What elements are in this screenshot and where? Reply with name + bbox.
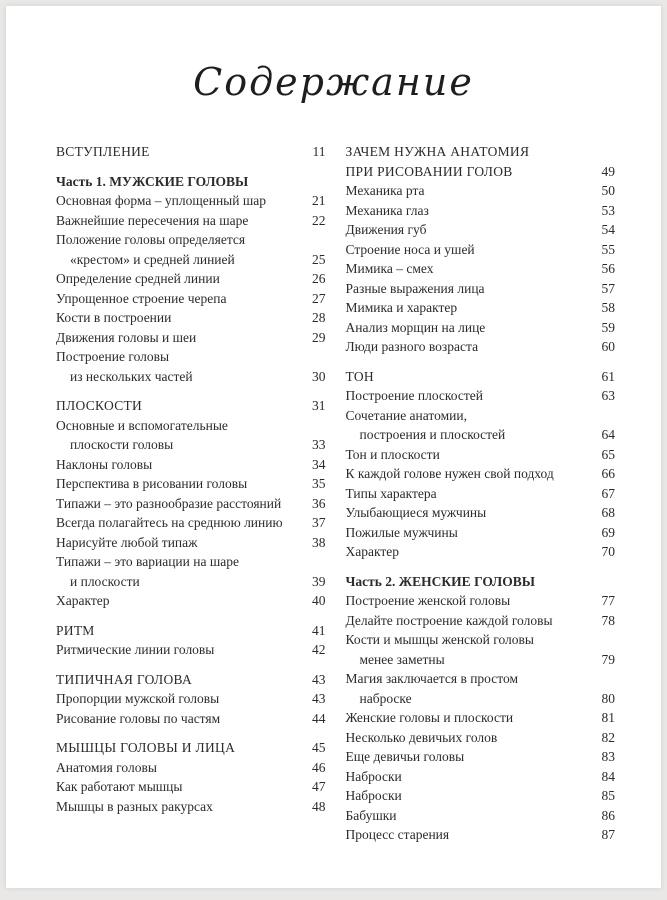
toc-entry-line <box>346 611 616 631</box>
toc-page-number: 39 <box>312 573 326 589</box>
toc-section-entry <box>56 142 326 162</box>
toc-page-number: 63 <box>601 388 615 403</box>
toc-entry <box>346 318 616 338</box>
toc-entry-line <box>346 445 616 465</box>
toc-page-number: 86 <box>601 807 615 823</box>
toc-entry <box>56 709 326 729</box>
toc-page-number: 25 <box>312 251 326 267</box>
toc-entry <box>56 777 326 797</box>
toc-entry-text: Люди разного возраста <box>345 339 479 354</box>
toc-entry <box>346 611 616 631</box>
toc-entry-text: ТИПИЧНАЯ ГОЛОВА <box>56 671 192 687</box>
toc-entry-text: МЫШЦЫ ГОЛОВЫ И ЛИЦА <box>56 740 236 755</box>
toc-entry <box>346 445 616 465</box>
toc-entry <box>56 591 326 611</box>
toc-entry-line <box>346 425 616 445</box>
toc-entry-line <box>56 289 326 309</box>
toc-entry-line <box>56 367 326 387</box>
toc-entry-line <box>346 201 616 221</box>
toc-page-number: 46 <box>312 759 326 775</box>
toc-entry <box>56 269 326 289</box>
toc-entry-text: Мимика и характер <box>345 300 458 315</box>
toc-entry-line <box>56 591 326 611</box>
toc-entry <box>346 220 616 240</box>
toc-page-number: 42 <box>312 642 326 657</box>
toc-entry-text: Пропорции мужской головы <box>56 691 220 706</box>
toc-entry <box>56 797 326 817</box>
toc-page-number: 43 <box>312 691 326 706</box>
toc-section-entry <box>56 621 326 641</box>
toc-entry-line <box>56 328 326 348</box>
toc-page-number: 38 <box>312 534 326 550</box>
toc-entry <box>346 708 616 728</box>
toc-page-number: 57 <box>601 280 615 296</box>
toc-entry-text: Характер <box>345 544 400 559</box>
toc-entry-text: Построение женской головы <box>345 593 511 608</box>
toc-entry-text: Часть 2. ЖЕНСКИЕ ГОЛОВЫ <box>345 573 535 589</box>
toc-page-number: 27 <box>312 290 326 306</box>
toc-entry-line <box>56 474 326 494</box>
toc-columns <box>56 142 615 845</box>
toc-entry <box>56 758 326 778</box>
toc-entry-line <box>56 670 326 690</box>
toc-entry-text: Разные выражения лица <box>345 280 485 296</box>
toc-page-number: 82 <box>601 729 615 745</box>
toc-entry-line <box>56 308 326 328</box>
toc-entry-text: ЗАЧЕМ НУЖНА АНАТОМИЯ <box>345 144 530 159</box>
toc-page-number: 54 <box>601 222 615 237</box>
toc-entry-line <box>56 738 326 758</box>
toc-entry-text: Часть 1. МУЖСКИЕ ГОЛОВЫ <box>56 173 249 189</box>
toc-entry <box>346 786 616 806</box>
toc-page-number: 29 <box>312 329 326 345</box>
toc-page-number: 67 <box>601 485 615 501</box>
toc-entry <box>346 669 616 708</box>
toc-entry <box>346 464 616 484</box>
toc-entry-text: Типажи – это вариации на шаре <box>56 554 239 569</box>
toc-entry <box>346 201 616 221</box>
toc-entry-text: Характер <box>56 593 110 608</box>
toc-entry-text: Типажи – это разнообразие расстояний <box>56 495 282 511</box>
toc-entry-line <box>346 747 616 767</box>
toc-entry-line <box>56 621 326 641</box>
toc-entry-line <box>346 240 616 260</box>
toc-page-number: 78 <box>601 612 615 628</box>
toc-page-number: 21 <box>312 193 326 208</box>
toc-column-right <box>346 142 616 845</box>
toc-entry-line <box>56 572 326 592</box>
toc-section-entry <box>346 142 616 181</box>
toc-entry-line <box>346 298 616 318</box>
toc-entry-text: Еще девичьи головы <box>345 749 465 764</box>
toc-entry-text: Строение носа и ушей <box>345 241 475 257</box>
toc-page-number: 64 <box>601 427 615 442</box>
toc-entry-text: Тон и плоскости <box>345 446 440 462</box>
toc-entry-line <box>56 435 326 455</box>
toc-entry-text: Бабушки <box>345 807 397 823</box>
toc-entry-text: Рисование головы по частям <box>56 710 221 726</box>
toc-entry-text: Ритмические линии головы <box>56 642 215 657</box>
book-page <box>6 6 661 888</box>
toc-page-number: 85 <box>601 788 615 803</box>
toc-entry-line <box>346 142 616 162</box>
toc-entry-line <box>346 786 616 806</box>
toc-entry-line <box>346 523 616 543</box>
toc-entry <box>346 630 616 669</box>
toc-page-number: 47 <box>312 779 326 794</box>
toc-entry-text: Мимика – смех <box>345 261 434 276</box>
toc-page-number: 31 <box>312 398 326 413</box>
toc-page-number: 50 <box>601 183 615 198</box>
toc-part-heading <box>56 172 326 192</box>
toc-entry-line <box>56 797 326 817</box>
toc-entry-line <box>346 572 616 592</box>
toc-entry <box>346 298 616 318</box>
toc-entry-line <box>346 825 616 845</box>
toc-page-number: 68 <box>601 505 615 520</box>
toc-entry-text: Делайте построение каждой головы <box>345 612 553 628</box>
toc-entry <box>56 474 326 494</box>
toc-entry-text: ТОН <box>345 368 374 384</box>
toc-entry-line <box>346 259 616 279</box>
toc-entry <box>346 728 616 748</box>
toc-entry-text: Основные и вспомогательные <box>56 417 228 433</box>
toc-entry-line <box>346 767 616 787</box>
toc-entry-text: ВСТУПЛЕНИЕ <box>56 144 150 159</box>
toc-page-number: 65 <box>601 446 615 462</box>
toc-entry-text: Наклоны головы <box>56 456 153 472</box>
toc-part-heading <box>346 572 616 592</box>
toc-entry-line <box>346 708 616 728</box>
toc-section-entry <box>56 396 326 416</box>
toc-page-number: 37 <box>312 515 326 530</box>
toc-entry <box>346 825 616 845</box>
toc-entry-text: Кости в построении <box>56 310 172 325</box>
toc-entry <box>346 181 616 201</box>
toc-page-number: 66 <box>601 466 615 481</box>
toc-entry-text: ПЛОСКОСТИ <box>56 398 143 413</box>
toc-entry-line <box>56 758 326 778</box>
toc-entry-text: построения и плоскостей <box>359 427 506 442</box>
toc-entry <box>346 259 616 279</box>
toc-entry-line <box>346 337 616 357</box>
toc-page-number: 40 <box>312 593 326 608</box>
toc-page-number: 56 <box>601 261 615 276</box>
toc-page-number: 83 <box>601 749 615 764</box>
toc-entry-text: Кости и мышцы женской головы <box>345 632 534 647</box>
toc-entry <box>56 552 326 591</box>
toc-entry <box>346 542 616 562</box>
toc-entry-line <box>346 503 616 523</box>
toc-entry-text: Типы характера <box>345 485 437 501</box>
toc-entry-line <box>346 689 616 709</box>
toc-entry <box>346 747 616 767</box>
toc-entry-text: наброске <box>359 690 412 706</box>
toc-entry <box>346 406 616 445</box>
toc-entry-line <box>56 211 326 231</box>
toc-entry-line <box>56 513 326 533</box>
toc-entry-line <box>346 220 616 240</box>
toc-entry-line <box>346 728 616 748</box>
toc-entry-line <box>56 494 326 514</box>
toc-entry <box>346 523 616 543</box>
toc-entry <box>346 240 616 260</box>
toc-entry-line <box>346 386 616 406</box>
toc-entry-text: «крестом» и средней линией <box>70 251 235 267</box>
toc-page-number: 61 <box>601 368 615 384</box>
toc-entry <box>56 640 326 660</box>
toc-entry-line <box>56 269 326 289</box>
toc-entry-text: Положение головы определяется <box>56 232 246 247</box>
toc-entry-line <box>346 318 616 338</box>
toc-entry-line <box>346 181 616 201</box>
toc-entry-text: Упрощенное строение черепа <box>56 290 227 306</box>
toc-page-number: 30 <box>312 368 326 384</box>
toc-section-entry <box>346 367 616 387</box>
toc-entry <box>346 484 616 504</box>
toc-entry <box>346 503 616 523</box>
toc-entry <box>346 279 616 299</box>
toc-entry-text: Улыбающиеся мужчины <box>345 505 487 520</box>
toc-page-number: 26 <box>312 271 326 286</box>
toc-page-number: 55 <box>601 241 615 257</box>
toc-entry <box>56 513 326 533</box>
toc-page-number: 87 <box>601 827 615 842</box>
toc-entry-text: Наброски <box>345 788 402 803</box>
toc-entry-text: Наброски <box>345 768 402 784</box>
toc-entry-text: Нарисуйте любой типаж <box>56 534 198 550</box>
toc-entry-text: Пожилые мужчины <box>345 524 458 540</box>
toc-page-number: 41 <box>312 622 326 638</box>
toc-entry-text: Перспектива в рисовании головы <box>56 476 248 491</box>
toc-entry-text: Сочетание анатомии, <box>345 407 467 423</box>
toc-entry-line <box>346 279 616 299</box>
toc-entry-line <box>56 172 326 192</box>
toc-page-number: 60 <box>601 339 615 354</box>
page-title: Содержание <box>193 60 474 104</box>
toc-page-number: 44 <box>312 710 326 726</box>
toc-page-number: 35 <box>312 476 326 491</box>
toc-section-entry <box>56 670 326 690</box>
toc-entry-text: Процесс старения <box>345 827 450 842</box>
toc-entry-line <box>346 367 616 387</box>
toc-page-number: 53 <box>601 202 615 218</box>
toc-entry <box>56 416 326 455</box>
toc-entry-text: Анализ морщин на лице <box>345 319 486 335</box>
toc-page-number: 81 <box>601 710 615 725</box>
toc-entry-line <box>56 230 326 250</box>
toc-entry-line <box>56 709 326 729</box>
toc-entry-line <box>346 630 616 650</box>
toc-entry-text: Определение средней линии <box>56 271 220 286</box>
toc-page-number: 11 <box>312 144 326 159</box>
toc-entry-text: Мышцы в разных ракурсах <box>56 798 213 814</box>
toc-entry-text: Всегда полагайтесь на среднюю линию <box>56 515 283 530</box>
toc-entry <box>56 308 326 328</box>
toc-entry-line <box>56 142 326 162</box>
toc-page-number: 43 <box>312 671 326 687</box>
toc-page-number: 36 <box>312 495 326 511</box>
toc-page-number: 70 <box>601 544 615 559</box>
toc-entry-line <box>56 777 326 797</box>
toc-entry-text: Несколько девичьих голов <box>345 729 498 745</box>
toc-entry-line <box>56 689 326 709</box>
toc-entry-text: из нескольких частей <box>70 368 193 384</box>
toc-entry <box>56 191 326 211</box>
toc-page-number: 28 <box>312 310 326 325</box>
toc-page-number: 59 <box>601 319 615 335</box>
toc-entry-line <box>346 162 616 182</box>
toc-entry-line <box>56 416 326 436</box>
toc-entry <box>346 767 616 787</box>
toc-entry-line <box>56 533 326 553</box>
toc-page-number: 77 <box>601 593 615 608</box>
toc-entry <box>346 337 616 357</box>
toc-entry-text: Движения губ <box>345 222 427 237</box>
toc-entry-text: Анатомия головы <box>56 759 157 775</box>
toc-entry <box>56 533 326 553</box>
toc-entry-text: Важнейшие пересечения на шаре <box>56 212 249 228</box>
toc-entry-text: Построение головы <box>56 349 170 364</box>
toc-entry-text: Построение плоскостей <box>345 388 483 403</box>
toc-entry <box>56 211 326 231</box>
toc-entry <box>346 386 616 406</box>
toc-page-number: 34 <box>312 456 326 472</box>
toc-entry-line <box>346 591 616 611</box>
toc-page-number: 49 <box>601 163 615 179</box>
toc-page-number: 45 <box>312 740 326 755</box>
toc-page-number: 48 <box>312 798 326 814</box>
toc-entry-line <box>346 669 616 689</box>
toc-page-number: 33 <box>312 437 326 452</box>
toc-page-number: 69 <box>601 524 615 540</box>
toc-entry-text: РИТМ <box>56 622 95 638</box>
toc-entry-text: Механика глаз <box>345 202 429 218</box>
toc-entry <box>346 591 616 611</box>
toc-entry-line <box>56 455 326 475</box>
toc-entry <box>346 806 616 826</box>
toc-entry-line <box>346 484 616 504</box>
toc-entry-line <box>56 640 326 660</box>
toc-entry-text: Как работают мышцы <box>56 779 183 794</box>
toc-page-number: 79 <box>601 651 615 667</box>
toc-entry-text: К каждой голове нужен свой подход <box>345 466 554 481</box>
toc-entry-text: Женские головы и плоскости <box>345 710 514 725</box>
toc-entry-text: Механика рта <box>345 183 425 198</box>
toc-entry <box>56 689 326 709</box>
toc-entry-line <box>56 191 326 211</box>
toc-entry-text: плоскости головы <box>70 437 174 452</box>
toc-page-number: 80 <box>601 690 615 706</box>
toc-page-number: 84 <box>601 768 615 784</box>
toc-entry-text: Основная форма – уплощенный шар <box>56 193 266 208</box>
toc-entry <box>56 494 326 514</box>
toc-entry-line <box>56 552 326 572</box>
toc-entry-text: Магия заключается в простом <box>345 671 519 686</box>
toc-entry <box>56 455 326 475</box>
toc-entry-line <box>346 464 616 484</box>
toc-entry-text: и плоскости <box>70 573 140 589</box>
toc-page-number: 22 <box>312 212 326 228</box>
toc-entry <box>56 230 326 269</box>
toc-entry-line <box>56 347 326 367</box>
toc-entry <box>56 328 326 348</box>
toc-entry-line <box>346 542 616 562</box>
toc-entry <box>56 347 326 386</box>
toc-entry-line <box>56 396 326 416</box>
toc-entry-text: ПРИ РИСОВАНИИ ГОЛОВ <box>345 163 513 179</box>
toc-entry-text: менее заметны <box>359 651 445 667</box>
toc-entry-line <box>346 806 616 826</box>
toc-section-entry <box>56 738 326 758</box>
toc-column-left <box>56 142 326 845</box>
toc-entry-text: Движения головы и шеи <box>56 329 197 345</box>
toc-entry <box>56 289 326 309</box>
toc-entry-line <box>56 250 326 270</box>
toc-page-number: 58 <box>601 300 615 315</box>
toc-entry-line <box>346 406 616 426</box>
toc-entry-line <box>346 650 616 670</box>
